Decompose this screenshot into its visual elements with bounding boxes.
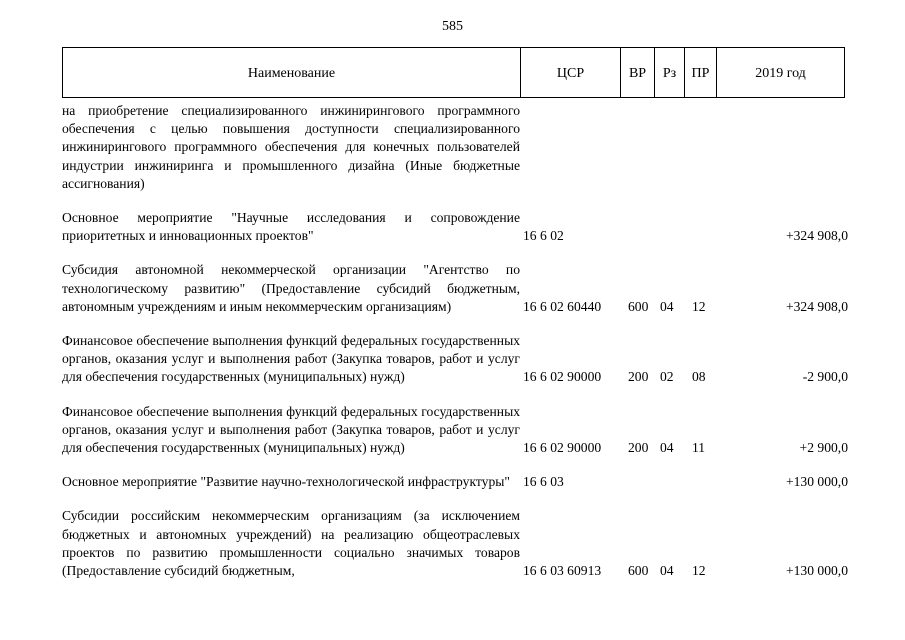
row-rz: 02 <box>660 369 674 385</box>
header-rz: Рз <box>655 48 685 97</box>
row-pr: 11 <box>692 440 706 456</box>
row-name: Основное мероприятие "Научные исследования и сопровождение приоритетных и инновационных проектов" <box>62 210 520 244</box>
table-row <box>62 102 848 193</box>
row-vr: 200 <box>628 369 649 385</box>
table-header <box>62 47 845 98</box>
row-csr: 16 6 02 <box>523 228 564 244</box>
header-csr: ЦСР <box>521 48 621 97</box>
header-vr: ВР <box>621 48 655 97</box>
row-csr: 16 6 03 <box>523 474 564 490</box>
page-number: 585 <box>442 19 463 34</box>
row-csr: 16 6 02 90000 <box>523 369 602 385</box>
row-pr: 12 <box>692 298 706 314</box>
table-row <box>62 473 848 491</box>
row-name: Субсидии российским некоммерческим организациям (за исключением бюджетных и автономных учреждений) на реализацию общеотраслевых проектов по развитию промышленности социально значимых товаров (Предоставление субсидий бюджетным, <box>62 508 520 579</box>
row-rz: 04 <box>660 440 674 456</box>
table-row <box>62 261 848 316</box>
row-csr: 16 6 02 60440 <box>523 298 602 314</box>
row-rz: 04 <box>660 298 674 314</box>
row-csr: 16 6 03 60913 <box>523 563 602 579</box>
table-body <box>62 102 848 596</box>
row-csr: 16 6 02 90000 <box>523 440 602 456</box>
row-vr: 200 <box>628 440 649 456</box>
row-pr: 08 <box>692 369 706 385</box>
table-row <box>62 403 848 458</box>
header-pr: ПР <box>685 48 717 97</box>
row-vr: 600 <box>628 563 649 579</box>
row-amount: +2 900,0 <box>799 440 848 456</box>
row-rz: 04 <box>660 563 674 579</box>
row-amount: +324 908,0 <box>785 228 848 244</box>
row-amount: +324 908,0 <box>785 298 848 314</box>
table-row <box>62 209 848 245</box>
row-name: Финансовое обеспечение выполнения функций федеральных государственных органов, оказания услуг и выполнения работ (Закупка товаров, работ и услуг для обеспечения государственных (муниципальных) нужд) <box>62 403 520 456</box>
row-name: Субсидия автономной некоммерческой организации "Агентство по технологическому развитию" (Предоставление субсидий бюджетным, автономным учреждениям и иным некоммерческим организациям) <box>62 262 520 314</box>
row-amount: +130 000,0 <box>785 563 848 579</box>
row-vr: 600 <box>628 298 649 314</box>
row-pr: 12 <box>692 563 706 579</box>
header-year: 2019 год <box>755 65 806 81</box>
header-name: Наименование <box>63 48 521 97</box>
row-name: Финансовое обеспечение выполнения функций федеральных государственных органов, оказания услуг и выполнения работ (Закупка товаров, работ и услуг для обеспечения государственных (муниципальных) нужд) <box>62 333 520 385</box>
row-name: Основное мероприятие "Развитие научно-технологической инфраструктуры" <box>62 474 510 490</box>
row-name: на приобретение специализированного инжинирингового программного обеспечения с целью повышения доступности специализированного инжинирингового программного обеспечения для конечных пользователей индустрии инжиниринга и промышленного дизайна (Иные бюджетные ассигнования) <box>62 103 520 191</box>
row-amount: -2 900,0 <box>802 369 848 385</box>
table-row <box>62 332 848 387</box>
row-amount: +130 000,0 <box>785 474 848 490</box>
table-row <box>62 507 848 580</box>
